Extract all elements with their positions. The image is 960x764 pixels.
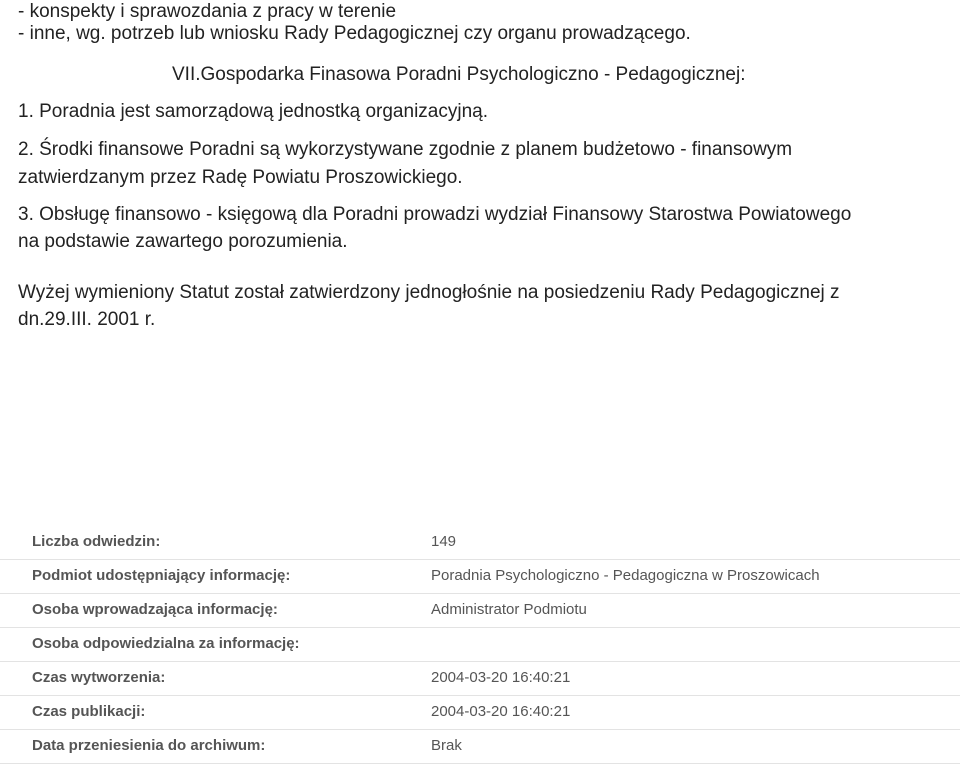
text-line: zatwierdzanym przez Radę Powiatu Proszowickiego. bbox=[18, 167, 463, 188]
metadata-label: Liczba odwiedzin: bbox=[32, 533, 161, 550]
metadata-row-responsible bbox=[0, 627, 960, 662]
metadata-row-visits bbox=[0, 525, 960, 560]
metadata-label: Czas publikacji: bbox=[32, 703, 146, 720]
text-line: 3. Obsługę finansowo - księgową dla Poradni prowadzi wydział Finansowy Starostwa Powiatowego bbox=[18, 204, 852, 225]
metadata-value: 2004-03-20 16:40:21 bbox=[431, 703, 571, 720]
metadata-label: Podmiot udostępniający informację: bbox=[32, 567, 291, 584]
metadata-label: Czas wytworzenia: bbox=[32, 669, 166, 686]
metadata-value: 149 bbox=[431, 533, 457, 550]
text-line: - konspekty i sprawozdania z pracy w terenie bbox=[18, 1, 397, 22]
text-line: 2. Środki finansowe Poradni są wykorzystywane zgodnie z planem budżetowo - finansowym bbox=[18, 139, 793, 160]
metadata-value: Poradnia Psychologiczno - Pedagogiczna w Proszowicach bbox=[431, 567, 820, 584]
section-heading: VII.Gospodarka Finasowa Poradni Psychologiczno - Pedagogicznej: bbox=[172, 64, 746, 85]
metadata-row-archived bbox=[0, 729, 960, 764]
metadata-value: 2004-03-20 16:40:21 bbox=[431, 669, 571, 686]
metadata-value: Administrator Podmiotu bbox=[431, 601, 587, 618]
metadata-row-published bbox=[0, 695, 960, 730]
metadata-row-provider bbox=[0, 559, 960, 594]
metadata-label: Osoba odpowiedzialna za informację: bbox=[32, 635, 300, 652]
text-line: dn.29.III. 2001 r. bbox=[18, 309, 156, 330]
metadata-value: Brak bbox=[431, 737, 462, 754]
metadata-label: Osoba wprowadzająca informację: bbox=[32, 601, 278, 618]
text-line: na podstawie zawartego porozumienia. bbox=[18, 231, 348, 252]
text-line: 1. Poradnia jest samorządową jednostką organizacyjną. bbox=[18, 101, 488, 122]
text-line: Wyżej wymieniony Statut został zatwierdzony jednogłośnie na posiedzeniu Rady Pedagogicznej z bbox=[18, 282, 840, 303]
metadata-row-entered-by bbox=[0, 593, 960, 628]
text-line: - inne, wg. potrzeb lub wniosku Rady Pedagogicznej czy organu prowadzącego. bbox=[18, 23, 691, 44]
metadata-row-created bbox=[0, 661, 960, 696]
metadata-label: Data przeniesienia do archiwum: bbox=[32, 737, 266, 754]
